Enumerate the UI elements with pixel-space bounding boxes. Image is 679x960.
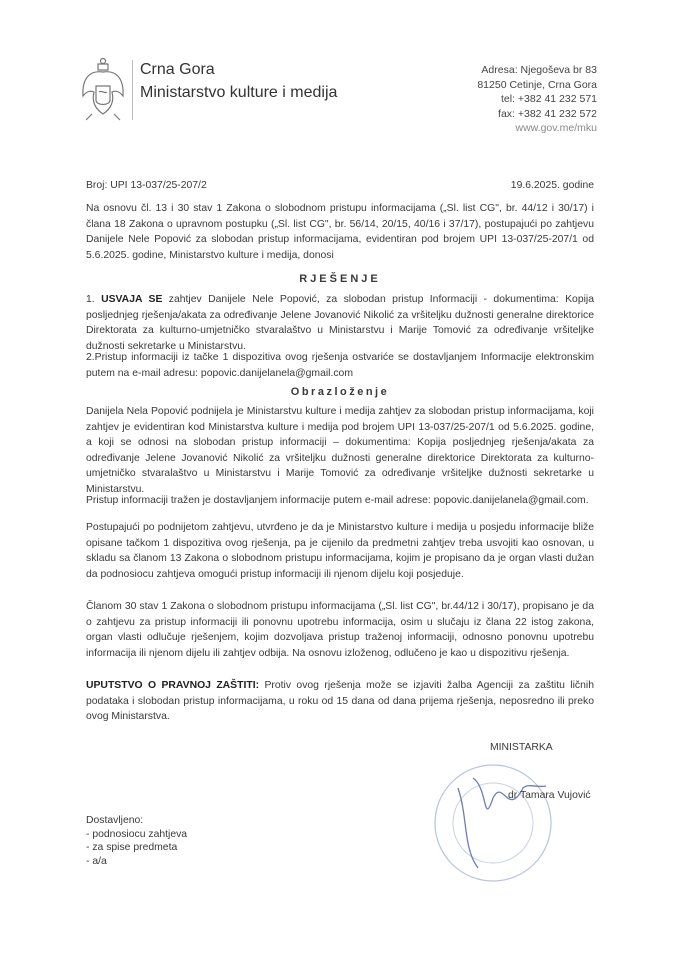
address-line: 81250 Cetinje, Crna Gora <box>477 78 597 91</box>
country-name: Crna Gora <box>140 61 215 78</box>
fax: fax: +382 41 232 572 <box>498 107 597 120</box>
item-emphasis: USVAJA SE <box>101 294 163 305</box>
decision-item-1 <box>86 292 594 354</box>
delivery-list <box>86 814 187 868</box>
reasoning-title: Obrazloženje <box>290 386 390 398</box>
reasoning-paragraph: Postupajući po podnijetom zahtjevu, utvrđeno je da je Ministarstvo kulture i medija u posjedu informacije bliže opisane tačkom 1 dispozitiva ovog rješenja, pa je cijenilo da predmetni zahtjev treba usvojiti kao osnovan, u skladu sa članom 13 Zakona o slobodnom pristupu informacijama, kojim je propisano da je organ vlasti dužan da podnosiocu zahtjeva omogući pristup informaciji ili njenom dijelu koji posjeduje. <box>86 522 594 580</box>
item-number: 1. <box>86 294 102 305</box>
reasoning-paragraph: Danijela Nela Popović podnijela je Ministarstvu kulture i medija zahtjev za slobodan pristup informacijama, koji zahtjev je evidentiran kod Ministarstva kulture i medija pod brojem UPI 13-037/25-207/1 od 5.6.2025. godine, a koji se odnosi na slobodan pristup informaciji – dokumentima: Kopija posljednjeg rješenja/akata za određivanje Jelene Jovanović Nikolić za vršiteljku dužnosti generalne direktorice Direktorata za kulturno-umjetničko stvaralaštvo u Ministarstvu i Marije Tomović za određivanje vršiteljke dužnosti sekretarke u Ministarstvu. <box>86 406 594 495</box>
coat-of-arms-logo <box>80 56 126 122</box>
legal-remedy-text: Protiv ovog rješenja može se izjaviti žalba Agenciji za zaštitu ličnih podataka i slobodan pristup informacijama, u roku od 15 dana od dana prijema rješenja, neposredno ili preko ovog Ministarstva. <box>86 680 594 722</box>
legal-remedy-paragraph <box>86 678 594 725</box>
address-line: Adresa: Njegoševa br 83 <box>481 64 597 76</box>
website-link[interactable]: www.gov.me/mku <box>515 122 597 135</box>
reasoning-paragraph: Pristup informaciji tražen je dostavljanjem informacije putem e-mail adrese: popovic.danijelanela@gmail.com. <box>86 495 589 506</box>
signature-title: MINISTARKA <box>490 742 553 753</box>
ministry-name: Ministarstvo kulture i medija <box>140 84 338 101</box>
delivery-item: - a/a <box>86 855 107 867</box>
reference-row <box>86 180 594 191</box>
intro-paragraph: Na osnovu čl. 13 i 30 stav 1 Zakona o slobodnom pristupu informacijama („Sl. list CG", br. 44/12 i 30/17) i člana 18 Zakona o upravnom postupku („Sl. list CG", br. 56/14, 20/15, 40/16 i 37/17), postupajući po zahtjevu Danijele Nele Popović za slobodan pristup informacijama, evidentiran pod brojem UPI 13-037/25-207/1 od 5.6.2025. godine, Ministarstvo kulture i medija, donosi <box>86 203 594 261</box>
contact-address <box>477 63 597 136</box>
decision-title: RJEŠENJE <box>299 273 381 285</box>
delivery-item: - za spise predmeta <box>86 842 178 853</box>
document-date: 19.6.2025. godine <box>510 180 594 191</box>
decision-item-2: 2.Pristup informaciji iz tačke 1 dispozitiva ovog rješenja ostvariće se dostavljanjem Informacije elektronskim putem na e-mail adresu: popovic.danijelanela@gmail.com <box>86 352 594 379</box>
official-stamp <box>428 758 558 888</box>
delivery-item: - podnosiocu zahtjeva <box>86 828 188 840</box>
reasoning-paragraph: Članom 30 stav 1 Zakona o slobodnom pristupu informacijama („Sl. list CG", br.44/12 i 30/17), propisano je da o zahtjevu za pristup informaciji ili ponovnu upotrebu informacija, osim u slučaju iz člana 22 istog zakona, organ vlasti odlučuje rješenjem, kojim dozvoljava pristup traženoj informaciji, odnosno ponovnu upotrebu informacija ili njenom dijelu ili zahtjev odbija. Na osnovu izloženog, odlučeno je kao u dispozitivu rješenja. <box>86 601 594 659</box>
phone: tel: +382 41 232 571 <box>500 93 597 106</box>
signatory-name: dr Tamara Vujović <box>508 790 591 801</box>
item-text: zahtjev Danijele Nele Popović, za slobodan pristup Informaciji - dokumentima: Kopija posljednjeg rješenja/akata za određivanje Jelene Jovanović Nikolić za vršiteljku dužnosti generalne direktorice Direktorata za kulturno-umjetničko stvaralaštvo u Ministarstvu i Marije Tomović za određivanje vršiteljke dužnosti sekretarke u Ministarstvu. <box>86 294 594 352</box>
header-divider <box>132 60 133 120</box>
document-number: Broj: UPI 13-037/25-207/2 <box>86 180 207 191</box>
legal-remedy-heading: UPUTSTVO O PRAVNOJ ZAŠTITI: <box>86 680 260 691</box>
delivery-label: Dostavljeno: <box>86 815 144 826</box>
